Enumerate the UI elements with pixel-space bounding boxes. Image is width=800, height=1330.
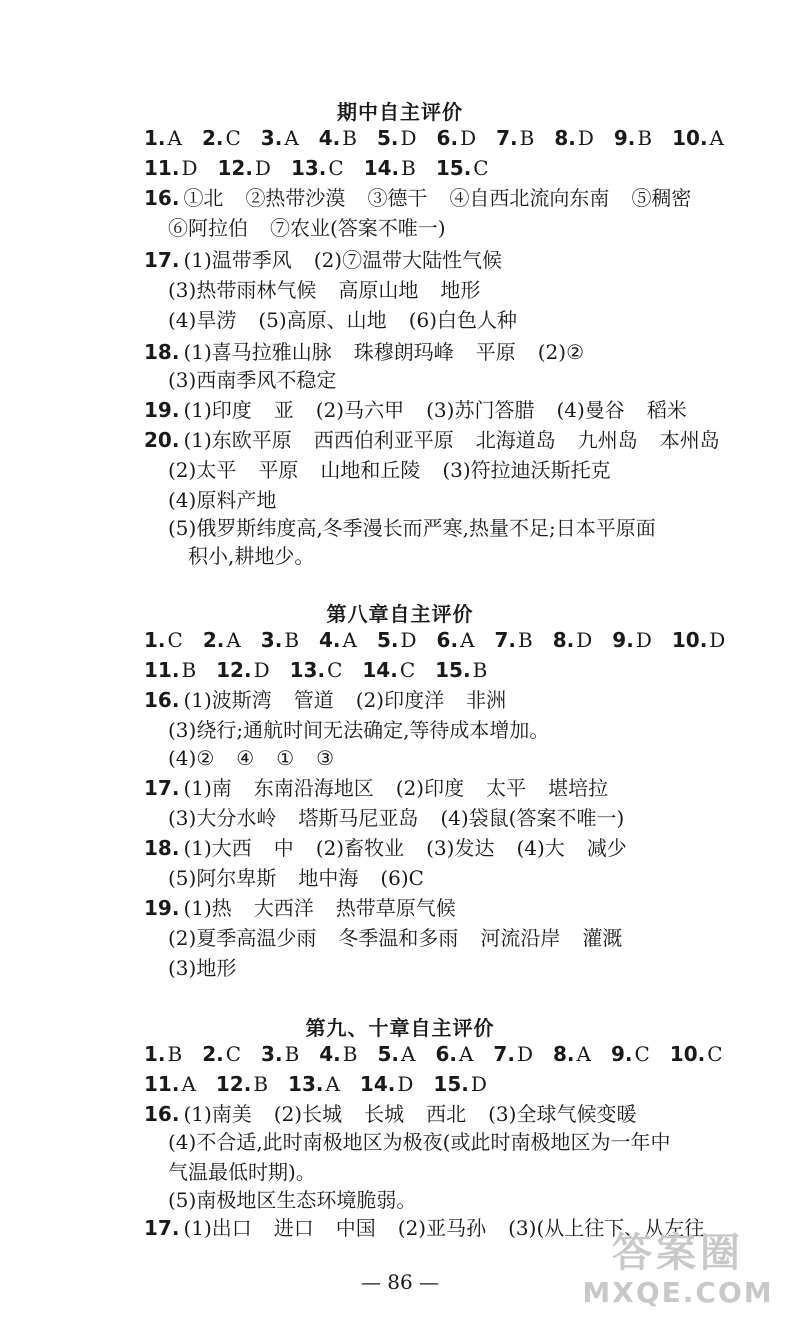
question-number: 14. [359,1072,396,1096]
question-number: 4. [319,628,341,652]
answer-choice: D [576,628,593,652]
mc-answer [319,1040,357,1068]
mc-answer [437,626,475,654]
answer-choice: D [397,1072,414,1096]
answer-text: (1)喜马拉雅山脉 [183,340,332,364]
question-number: 3. [260,126,283,150]
answer-text: (3)西南季风不稳定 [168,368,337,392]
question-number: 1. [144,126,166,150]
answer-text: 太平 [486,776,527,800]
answer-line [144,426,742,454]
question-number: 2. [202,628,225,652]
answer-text: (3)苏门答腊 [426,398,535,422]
answer-text: 大西洋 [253,896,314,920]
answer-choice: C [707,1042,723,1066]
answer-choice: D [470,1072,487,1096]
answer-text: 减少 [586,836,627,860]
answer-line [144,184,713,212]
answer-line [168,276,502,304]
answer-text: (6)白色人种 [408,308,518,332]
answer-text: (2)太平 [168,458,237,482]
answer-line [168,486,298,514]
mc-answer [435,656,487,684]
question-number: 9. [613,126,636,150]
mc-answer [319,124,357,152]
answer-text: (2)印度 [395,776,465,800]
answer-text: 高原山地 [338,278,419,302]
mc-answer [261,1040,299,1068]
answer-text: (3)全球气候变暖 [488,1102,637,1126]
answer-text: 管道 [293,688,334,712]
question-number: 5. [376,628,399,652]
question-number: 7. [496,126,518,150]
question-number: 14. [362,658,398,682]
answer-text: 非洲 [466,688,507,712]
question-number: 6. [436,126,459,150]
answer-choice: C [225,1042,242,1066]
answer-choice: C [399,658,416,682]
question-number: 7. [494,628,517,652]
mc-answer [554,124,594,152]
answer-text: 东南沿海地区 [253,776,374,800]
answer-text: (1)波斯湾 [183,688,272,712]
answer-choice: A [458,1042,474,1066]
answer-text: 亚 [273,398,294,422]
answer-choice: A [576,1042,591,1066]
answer-choice: C [634,1042,650,1066]
question-number: 12. [216,658,252,682]
answer-choice: A [181,1072,196,1096]
answer-choice: A [342,628,357,652]
question-number: 3. [260,628,283,652]
question-number: 14. [363,156,400,180]
answer-text: ③ [316,746,335,770]
mc-row [144,1070,507,1098]
mc-answer [436,154,489,182]
question-number: 5. [377,1042,399,1066]
answer-text: ⑦农业(答案不唯一) [270,216,446,240]
answer-text: (2)⑦温带大陆性气候 [313,248,503,272]
mc-answer [319,626,357,654]
answer-text: 珠穆朗玛峰 [353,340,454,364]
answer-text: (4)旱涝 [168,308,237,332]
section-title: 第九、十章自主评价 [305,1016,495,1040]
question-number: 11. [144,1072,180,1096]
answer-text: (4)袋鼠(答案不唯一) [440,806,625,830]
mc-answer [216,656,269,684]
answer-text: 堪培拉 [548,776,609,800]
question-number: 18. [144,836,180,860]
answer-choice: B [472,658,488,682]
question-number: 1. [144,1042,166,1066]
answer-text: (4)不合适,此时南极地区为极夜(或此时南极地区为一年中 [168,1130,671,1154]
page-number: — 86 — [360,1270,440,1294]
answer-choice: B [167,1042,183,1066]
answer-choice: A [460,628,475,652]
answer-text: 地形 [440,278,481,302]
answer-text: ②热带沙漠 [245,186,346,210]
answer-line [168,1128,693,1156]
mc-answer [261,626,299,654]
section-title: 第八章自主评价 [326,602,474,626]
question-number: 13. [288,1072,324,1096]
answer-line [168,306,539,334]
answer-text: (2)马六甲 [315,398,405,422]
answer-text: 平原 [258,458,299,482]
answer-text: (3)绕行;通航时间无法确定,等待成本增加。 [168,718,550,742]
answer-text: 山地和丘陵 [320,458,421,482]
answer-text: (1)出口 [183,1216,252,1240]
question-number: 17. [144,776,180,800]
mc-row [144,154,509,182]
answer-line [144,774,630,802]
answer-choice: B [284,1042,300,1066]
mc-answer [290,656,343,684]
answer-text: ①北 [183,186,224,210]
question-number: 1. [144,628,166,652]
mc-answer [203,626,241,654]
answer-text: 塔斯马尼亚岛 [298,806,419,830]
answer-choice: D [400,628,417,652]
mc-answer [437,124,477,152]
watermark-top: 答案圈 [612,1230,744,1276]
answer-text: (5)阿尔卑斯 [168,866,277,890]
answer-text: (3)符拉迪沃斯托克 [442,458,611,482]
answer-choice: C [225,126,241,150]
answer-text: (2)长城 [273,1102,343,1126]
answer-choice: D [400,126,417,150]
mc-answer [202,124,241,152]
answer-choice: D [635,628,652,652]
question-number: 6. [436,628,459,652]
mc-answer [291,154,344,182]
answer-text: 气温最低时期)。 [168,1160,316,1184]
question-number: 16. [144,1102,180,1126]
answer-text: 积小,耕地少。 [188,544,315,568]
mc-row [144,1040,743,1068]
answer-text: 冬季温和多雨 [338,926,459,950]
answer-choice: D [460,126,477,150]
answer-choice: A [709,126,724,150]
mc-answer [377,626,417,654]
question-number: 15. [435,658,471,682]
answer-text: (4)大 [516,836,565,860]
question-number: 9. [612,628,634,652]
answer-choice: D [181,156,198,180]
answer-text: (5)俄罗斯纬度高,冬季漫长而严寒,热量不足;日本平原面 [168,516,656,540]
answer-text: 平原 [475,340,516,364]
answer-choice: A [226,628,241,652]
answer-text: 北海道岛 [475,428,556,452]
mc-answer [144,656,196,684]
question-number: 5. [376,126,399,150]
mc-answer [362,656,415,684]
question-number: 8. [552,1042,575,1066]
answer-line [168,514,678,542]
answer-text: (1)大西 [183,836,252,860]
answer-choice: A [284,126,299,150]
answer-choice: B [181,658,197,682]
answer-text: (3)(从上往下、从左往 [508,1216,705,1240]
answer-text: (2)畜牧业 [315,836,405,860]
mc-answer [496,124,534,152]
question-number: 15. [433,1072,469,1096]
answer-choice: C [327,658,343,682]
section-title: 期中自主评价 [337,100,463,124]
mc-answer [261,124,299,152]
answer-choice: B [253,1072,269,1096]
question-number: 9. [610,1042,633,1066]
mc-answer [435,1040,473,1068]
question-number: 16. [144,186,180,210]
mc-answer [377,124,417,152]
answer-text: 稻米 [646,398,687,422]
question-number: 10. [672,126,708,150]
question-number: 10. [671,628,708,652]
answer-text: ⑤稠密 [631,186,692,210]
mc-answer [288,1070,340,1098]
question-number: 18. [144,340,180,364]
question-number: 7. [493,1042,515,1066]
question-number: 10. [669,1042,706,1066]
answer-text: 进口 [273,1216,314,1240]
answer-line [168,456,633,484]
question-number: 11. [144,658,180,682]
question-number: 13. [290,156,327,180]
answer-line [168,864,446,892]
answer-text: (1)南美 [183,1102,252,1126]
answer-text: 九州岛 [577,428,638,452]
answer-line [144,338,606,366]
answer-line [144,396,709,424]
answer-text: 灌溉 [582,926,623,950]
question-number: 4. [318,126,341,150]
answer-text: 河流沿岸 [480,926,561,950]
answer-line [168,716,571,744]
answer-line [144,246,524,274]
answer-choice: B [519,126,535,150]
mc-answer [217,154,270,182]
answer-choice: B [401,156,416,180]
answer-line [144,834,649,862]
answer-text: 本州岛 [659,428,720,452]
mc-answer [364,154,416,182]
answer-text: (3)地形 [168,956,237,980]
answer-choice: A [167,126,182,150]
answer-text: (3)大分水岭 [168,806,277,830]
mc-answer [553,1040,591,1068]
mc-answer [611,1040,650,1068]
question-number: 12. [217,156,253,180]
mc-answer [433,1070,486,1098]
answer-text: (4)原料产地 [168,488,277,512]
answer-choice: D [254,156,271,180]
answer-line [168,214,468,242]
answer-choice: C [473,156,489,180]
question-number: 20. [144,428,180,452]
answer-text: ③德干 [367,186,428,210]
mc-answer [144,626,183,654]
mc-answer [495,626,533,654]
watermark-logo [578,1230,778,1320]
answer-text: (1)热 [183,896,232,920]
mc-answer [614,124,652,152]
answer-text: ⑥阿拉伯 [168,216,248,240]
answer-line [144,1100,658,1128]
answer-text: 西西伯利亚平原 [313,428,454,452]
answer-choice: C [167,628,183,652]
answer-text: (2)亚马孙 [397,1216,487,1240]
mc-answer [493,1040,533,1068]
answer-text: (2)夏季高温少雨 [168,926,317,950]
answer-text: (4)曼谷 [556,398,625,422]
answer-text: (1)南 [183,776,232,800]
question-number: 13. [289,658,326,682]
mc-answer [202,1040,241,1068]
mc-answer [553,626,593,654]
answer-line [168,744,356,772]
answer-text: (5)南极地区生态环境脆弱。 [168,1188,417,1212]
mc-answer [144,154,197,182]
answer-line [168,804,646,832]
answer-text: 地中海 [298,866,359,890]
question-number: 15. [435,156,472,180]
question-number: 19. [144,398,180,422]
answer-text: ④ [236,746,255,770]
answer-choice: D [709,628,726,652]
answer-line [168,1186,438,1214]
answer-line [168,954,258,982]
question-number: 12. [215,1072,252,1096]
question-number: 17. [144,1216,180,1240]
answer-choice: B [518,628,533,652]
question-number: 8. [554,126,576,150]
mc-answer [672,124,724,152]
answer-choice: B [637,126,653,150]
answer-line [168,366,358,394]
answer-line [188,542,336,570]
watermark-bottom: MXQE.COM [582,1276,774,1309]
mc-answer [672,626,725,654]
mc-answer [144,124,182,152]
answer-text: (5)高原、山地 [258,308,387,332]
question-number: 4. [319,1042,341,1066]
mc-answer [612,626,652,654]
answer-text: ① [276,746,295,770]
answer-choice: B [342,126,357,150]
answer-text: 热带草原气候 [335,896,456,920]
answer-text: (4)② [168,746,215,770]
answer-line [168,1158,338,1186]
answer-line [168,924,644,952]
answer-text: 长城 [364,1102,405,1126]
answer-text: (6)C [380,866,424,890]
mc-row [144,124,744,152]
mc-answer [670,1040,723,1068]
question-number: 2. [202,1042,224,1066]
answer-choice: C [328,156,344,180]
question-number: 3. [261,1042,283,1066]
answer-choice: D [516,1042,533,1066]
question-number: 17. [144,248,180,272]
answer-text: (3)发达 [426,836,495,860]
answer-choice: B [342,1042,358,1066]
mc-answer [216,1070,268,1098]
answer-text: (3)热带雨林气候 [168,278,317,302]
answer-line [144,894,478,922]
answer-choice: A [325,1072,340,1096]
answer-text: (2)② [537,340,585,364]
mc-row [144,656,507,684]
answer-text: 中国 [335,1216,376,1240]
answer-line [144,686,528,714]
answer-choice: B [284,628,300,652]
question-number: 16. [144,688,180,712]
answer-text: 西北 [426,1102,467,1126]
answer-text: 中 [273,836,294,860]
mc-answer [360,1070,413,1098]
answer-text: (1)东欧平原 [183,428,292,452]
answer-text: ④自西北流向东南 [449,186,610,210]
answer-choice: A [401,1042,416,1066]
question-number: 8. [552,628,575,652]
answer-choice: D [253,658,270,682]
answer-text: (2)印度洋 [355,688,445,712]
mc-answer [377,1040,415,1068]
answer-text: (1)印度 [183,398,252,422]
question-number: 11. [144,156,180,180]
answer-choice: D [577,126,594,150]
question-number: 6. [435,1042,457,1066]
mc-answer [144,1070,196,1098]
mc-row [144,626,745,654]
question-number: 2. [201,126,224,150]
answer-text: (1)温带季风 [183,248,292,272]
question-number: 19. [144,896,180,920]
mc-answer [144,1040,182,1068]
